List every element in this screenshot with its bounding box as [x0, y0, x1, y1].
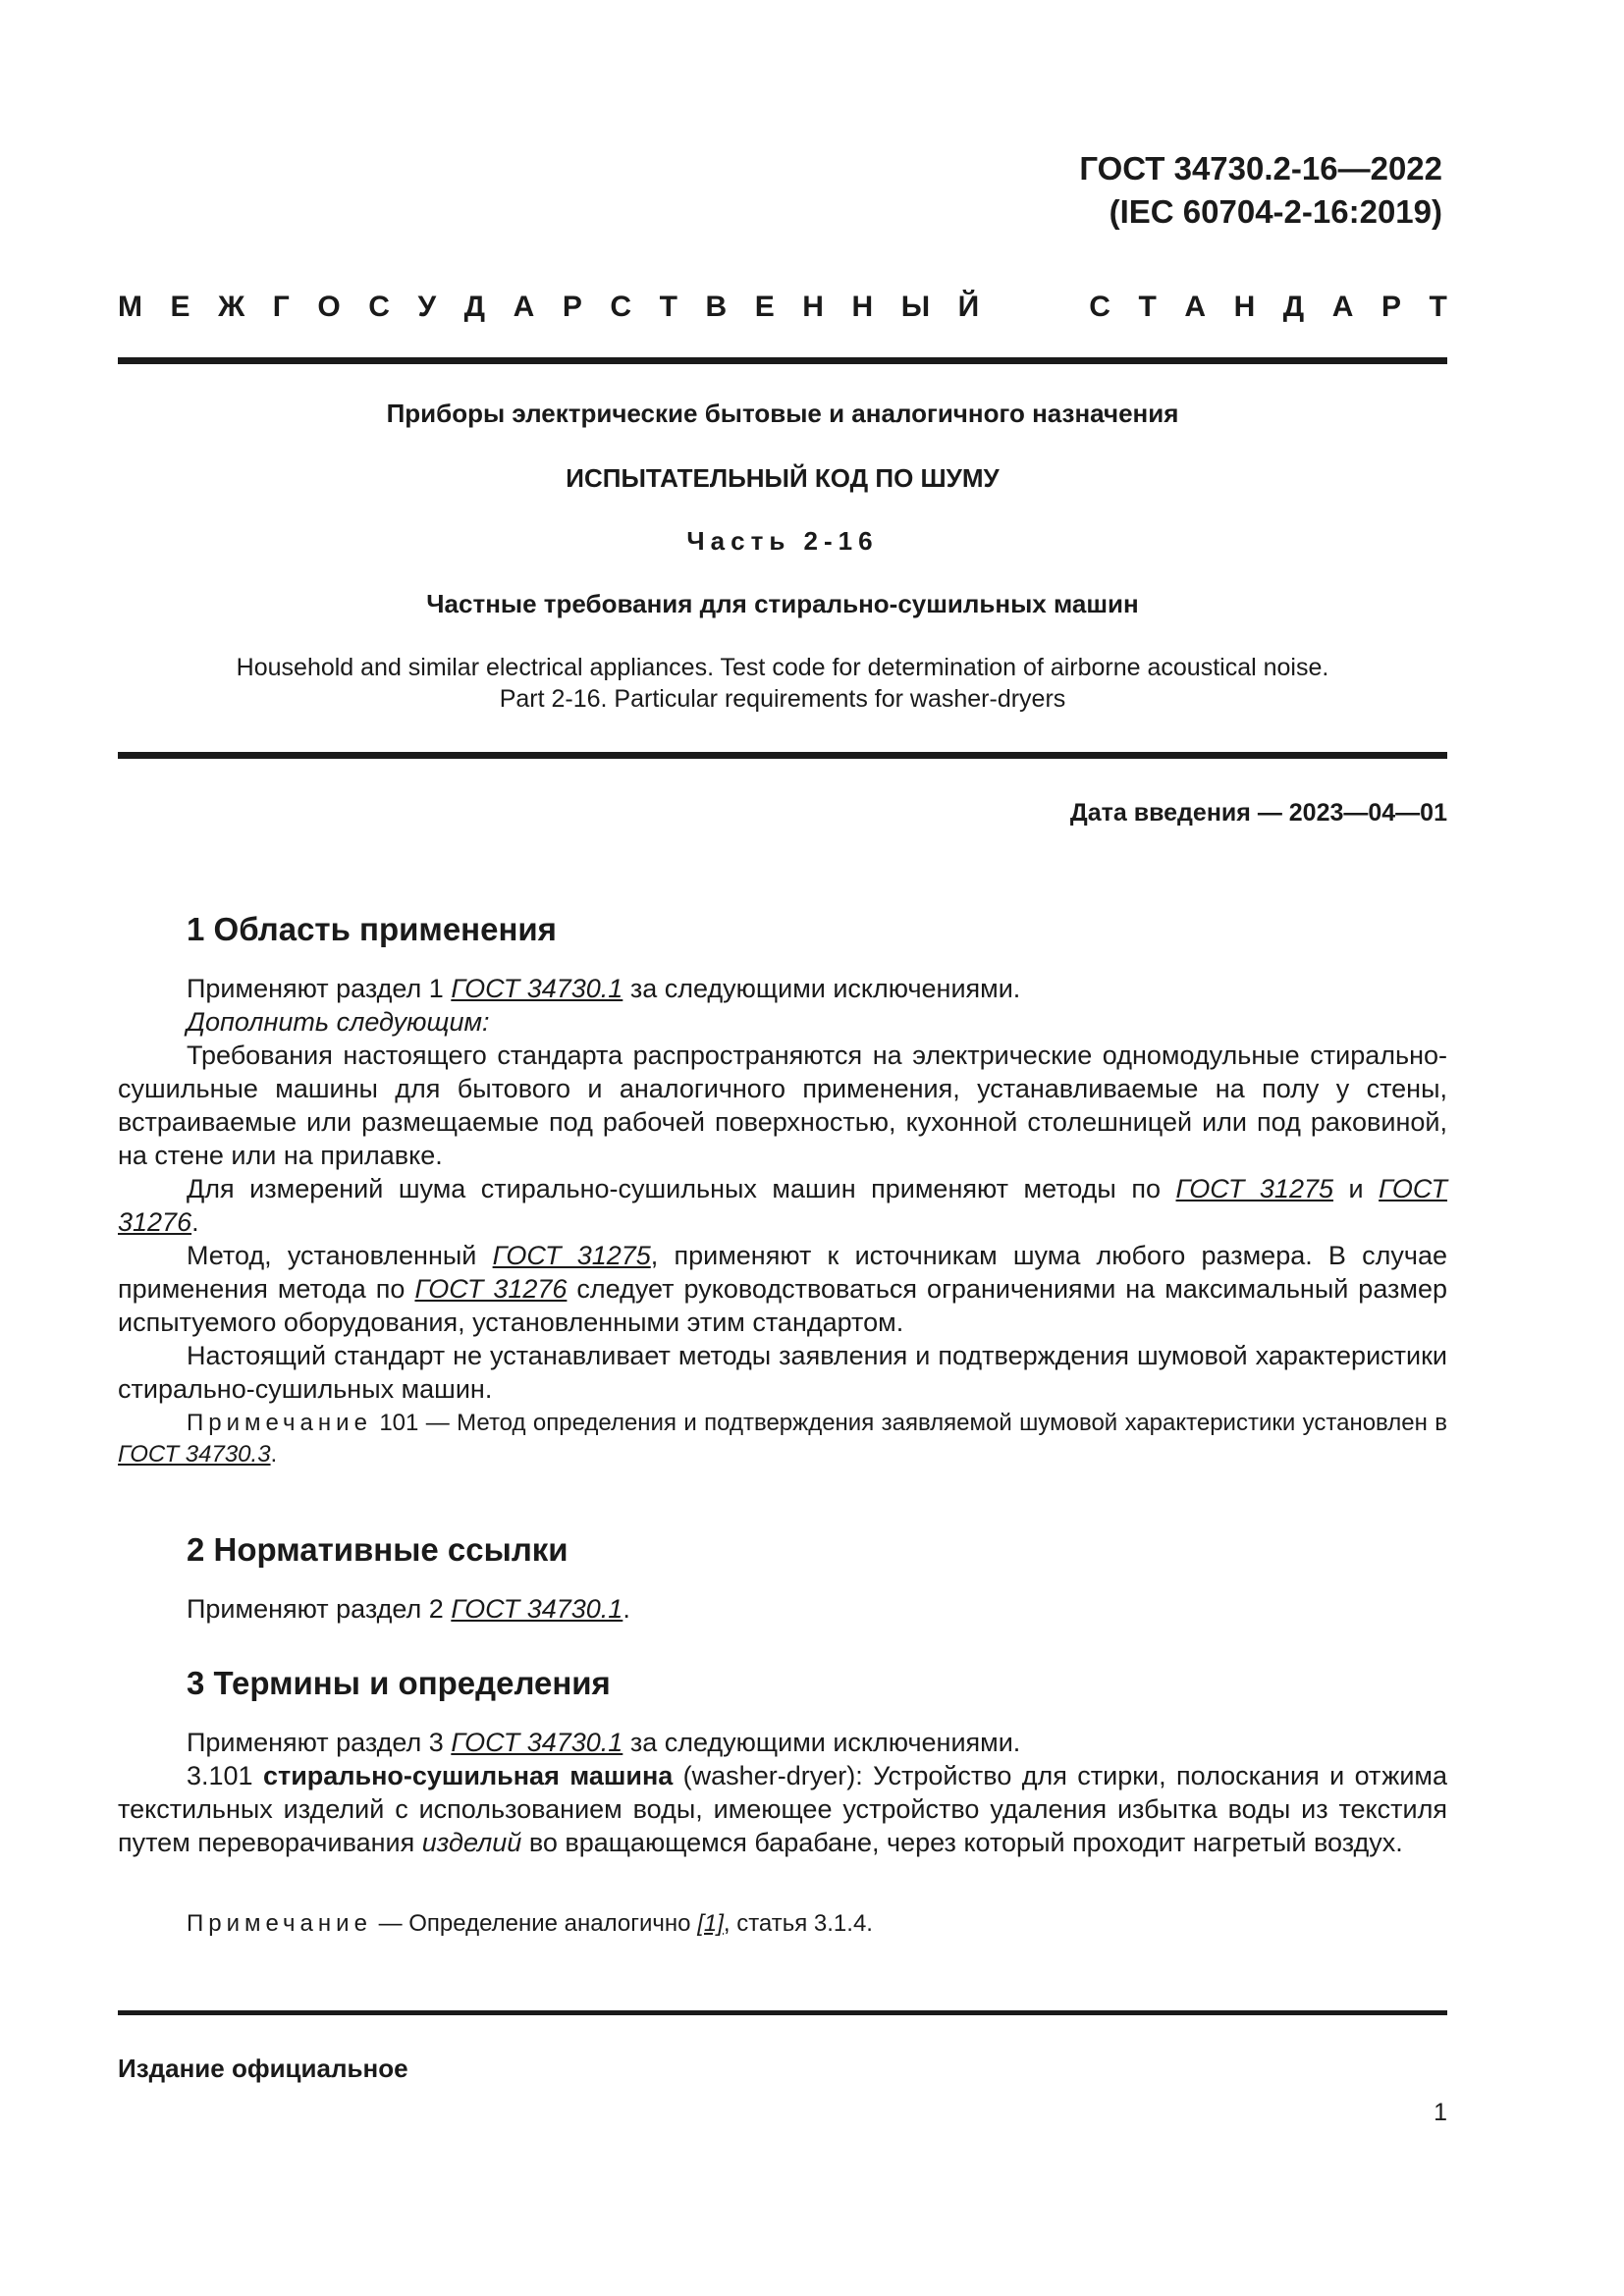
- standard-type-letter: С: [610, 291, 632, 323]
- standard-type-letter: А: [1184, 291, 1207, 323]
- section1-note: Примечание 101 — Метод определения и подтверждения заявляемой шумовой характеристики установлен в ГОСТ 34730.3.: [118, 1410, 1447, 1468]
- section3-note: Примечание — Определение аналогично [1], статья 3.1.4.: [187, 1910, 873, 1937]
- standard-type-letter: Р: [1380, 291, 1401, 323]
- ref-link-bibliography-1[interactable]: [1]: [697, 1910, 724, 1937]
- standard-type-letter: Т: [1138, 291, 1157, 323]
- standard-type-letter: Ж: [218, 291, 245, 323]
- ref-link-gost-34730-1[interactable]: ГОСТ 34730.1: [451, 1594, 623, 1624]
- document-code-line2: (IEC 60704-2-16:2019): [1109, 193, 1442, 230]
- title-line3: Частные требования для стирально-сушильных машин: [426, 589, 1139, 618]
- section3-paragraph: Применяют раздел 3 ГОСТ 34730.1 за следующими исключениями.: [187, 1728, 1021, 1757]
- title-line1: Приборы электрические бытовые и аналогичного назначения: [386, 399, 1179, 428]
- footer-rule: [118, 2010, 1447, 2015]
- section1-paragraph: Метод, установленный ГОСТ 31275, применяют к источникам шума любого размера. В случае применения метода по ГОСТ 31276 следует руководствоваться ограничениями на максимальный размер испытуемого оборудования, установленными этим стандартом.: [118, 1241, 1448, 1337]
- standard-type-letter: Т: [1429, 291, 1447, 323]
- word-gap: [1007, 291, 1061, 324]
- official-edition: Издание официальное: [118, 2054, 408, 2083]
- title-english-line2: Part 2-16. Particular requirements for washer-dryers: [499, 685, 1066, 713]
- standard-type-letter: А: [1331, 291, 1354, 323]
- note-label: Примечание: [187, 1410, 372, 1436]
- section1-paragraph: Для измерений шума стирально-сушильных машин применяют методы по ГОСТ 31275 и ГОСТ 31276.: [118, 1174, 1448, 1237]
- effective-date: Дата введения — 2023—04—01: [1069, 799, 1447, 827]
- standard-type: [118, 291, 1447, 324]
- section1-paragraph: Применяют раздел 1 ГОСТ 34730.1 за следующими исключениями.: [187, 974, 1021, 1003]
- standard-type-letter: М: [118, 291, 142, 323]
- standard-type-letter: Й: [957, 291, 980, 323]
- standard-type-letter: Е: [170, 291, 190, 323]
- ref-link-gost-31276[interactable]: ГОСТ 31276: [118, 1174, 1448, 1237]
- title-english: [118, 652, 1447, 715]
- standard-type-letter: Н: [802, 291, 824, 323]
- standard-type-letter: Т: [659, 291, 677, 323]
- term-definition: 3.101 стирально-сушильная машина (washer-dryer): Устройство для стирки, полоскания и отжима текстильных изделий с использованием воды, имеющее устройство удаления избытка воды из текстиля путем переворачивания изделий во вращающемся барабане, через который проходит нагретый воздух.: [118, 1761, 1447, 1857]
- title-line2: ИСПЫТАТЕЛЬНЫЙ КОД ПО ШУМУ: [566, 463, 1000, 493]
- standard-type-letter: Н: [851, 291, 874, 323]
- standard-type-letter: Д: [1282, 291, 1305, 323]
- standard-type-letter: В: [705, 291, 728, 323]
- standard-type-letter: С: [368, 291, 390, 323]
- standard-type-letter: Е: [754, 291, 775, 323]
- ref-link-gost-34730-1[interactable]: ГОСТ 34730.1: [451, 974, 623, 1003]
- section3-body: [118, 1726, 1447, 1859]
- standard-type-letter: А: [513, 291, 535, 323]
- title-rule: [118, 752, 1447, 759]
- section3-heading: 3 Термины и определения: [187, 1665, 611, 1701]
- standard-type-letter: Д: [463, 291, 486, 323]
- header-rule: [118, 357, 1447, 364]
- ref-link-gost-34730-3[interactable]: ГОСТ 34730.3: [118, 1441, 271, 1468]
- standard-type-letter: У: [417, 291, 437, 323]
- section1-paragraph: Настоящий стандарт не устанавливает методы заявления и подтверждения шумовой характеристики стирально-сушильных машин.: [118, 1341, 1447, 1404]
- section2-body: [118, 1592, 1447, 1626]
- title-english-line1: Household and similar electrical appliances. Test code for determination of airborne acoustical noise.: [236, 654, 1329, 681]
- section1-heading: 1 Область применения: [187, 911, 557, 947]
- section1-paragraph: Дополнить следующим:: [187, 1007, 490, 1037]
- document-code-line1: ГОСТ 34730.2-16—2022: [1079, 150, 1442, 187]
- section2-heading: 2 Нормативные ссылки: [187, 1531, 568, 1568]
- standard-type-letter: Н: [1233, 291, 1256, 323]
- standard-type-letter: С: [1089, 291, 1110, 323]
- document-code: [1079, 147, 1442, 234]
- ref-link-gost-31275[interactable]: ГОСТ 31275: [492, 1241, 651, 1270]
- term-name: стирально-сушильная машина: [262, 1761, 674, 1790]
- ref-link-gost-31276[interactable]: ГОСТ 31276: [414, 1274, 568, 1304]
- standard-type-letter: Ы: [900, 291, 931, 323]
- standard-type-letter: Р: [562, 291, 582, 323]
- ref-link-gost-31275[interactable]: ГОСТ 31275: [1175, 1174, 1333, 1203]
- standard-type-letter: Г: [272, 291, 290, 323]
- section2-paragraph: Применяют раздел 2 ГОСТ 34730.1.: [187, 1594, 630, 1624]
- page-number: 1: [1434, 2099, 1447, 2126]
- note-label: Примечание: [187, 1910, 372, 1937]
- standard-type-letter: О: [317, 291, 341, 323]
- section1-body: [118, 972, 1447, 1406]
- title-part: Часть 2-16: [686, 526, 879, 556]
- ref-link-gost-34730-1[interactable]: ГОСТ 34730.1: [451, 1728, 623, 1757]
- section1-paragraph: Требования настоящего стандарта распространяются на электрические одномодульные стирально-сушильные машины для бытового и аналогичного применения, устанавливаемые на полу у стены, встраиваемые или размещаемые под рабочей поверхностью, кухонной столешницей или под раковиной, на стене или на прилавке.: [118, 1041, 1447, 1170]
